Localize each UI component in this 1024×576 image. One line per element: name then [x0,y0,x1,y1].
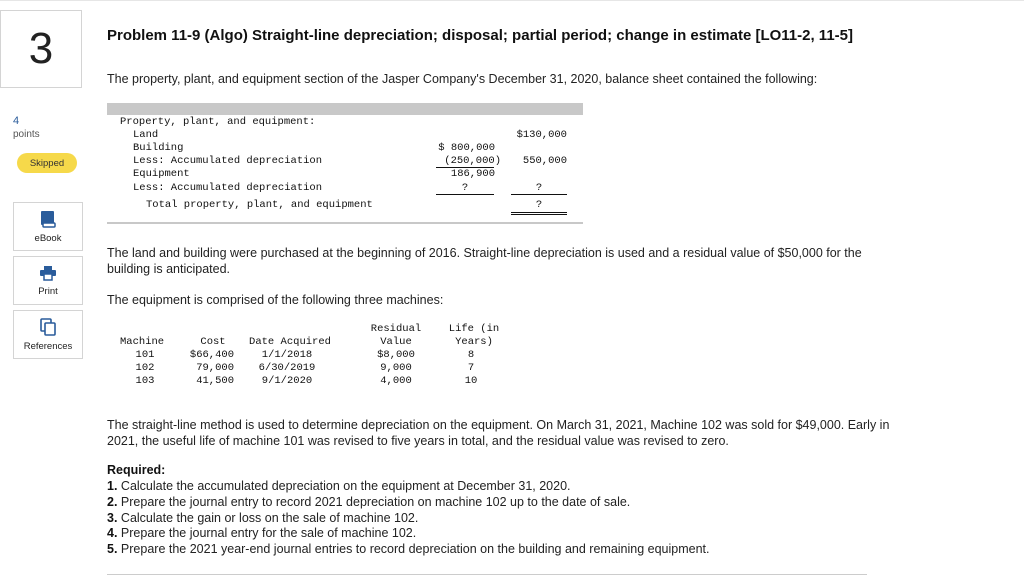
bs-less-ad2-label: Less: Accumulated depreciation [133,182,323,194]
bs-less-ad1-amount: (250,000) [444,155,501,167]
th-cost: Cost [200,336,226,348]
bs-total-amount: ? [535,199,543,211]
land-building-text: The land and building were purchased at the beginning of 2016. Straight-line depreciation is used and a residual value of $50,000 for the building is anticipated. [107,246,862,276]
balance-sheet-header-bar [107,103,583,115]
balance-sheet-bottom-bar [107,222,583,224]
equipment-intro-text: The equipment is comprised of the following three machines: [107,293,444,307]
top-divider [0,0,1024,1]
table-row-machine: 102 [135,362,155,374]
table-row-machine: 103 [135,375,155,387]
table-row-residual: 4,000 [380,375,412,387]
required-item-3 [107,511,418,525]
table-row-life: 10 [464,375,478,387]
required-text: Prepare the journal entry to record 2021 depreciation on machine 102 up to the date of sale. [120,495,631,509]
table-row-date: 1/1/2018 [261,349,313,361]
required-num: 1. [107,479,118,493]
required-heading: Required: [107,463,166,477]
question-number: 3 [0,10,82,88]
th-residual-2: Value [380,336,412,348]
required-num: 2. [107,495,118,509]
bs-equipment-net: ? [535,182,543,194]
table-row-cost: $66,400 [189,349,234,361]
references-button[interactable] [13,310,83,359]
table-row-life: 7 [467,362,475,374]
print-button[interactable] [13,256,83,305]
required-text: Prepare the journal entry for the sale of machine 102. [120,526,417,540]
problem-title: Problem 11-9 (Algo) Straight-line depreciation; disposal; partial period; change in estimate [LO11-2, 11-5] [107,27,853,44]
ebook-label: eBook [34,232,62,244]
ebook-icon [40,210,56,228]
required-item-4 [107,526,416,540]
bs-heading: Property, plant, and equipment: [120,116,316,128]
table-row-cost: 41,500 [196,375,234,387]
th-life-1: Life (in [448,323,500,335]
status-badge: Skipped [17,153,77,173]
required-text: Prepare the 2021 year-end journal entries to record depreciation on the building and remaining equipment. [120,542,710,556]
required-num: 4. [107,526,118,540]
th-life-2: Years) [455,336,493,348]
required-text: Calculate the gain or loss on the sale of machine 102. [120,511,419,525]
bs-equipment-amount: 186,900 [450,168,495,180]
required-text: Calculate the accumulated depreciation on the equipment at December 31, 2020. [120,479,571,493]
method-text: The straight-line method is used to determine depreciation on the equipment. On March 31, 2021, Machine 102 was sold for $49,000. Early in 2021, the useful life of machine 101 was revised to five years in total, and the residual value was revised to zero. [107,418,890,448]
intro-text: The property, plant, and equipment section of the Jasper Company's December 31, 2020, balance sheet contained the following: [107,72,818,86]
table-row-date: 6/30/2019 [258,362,316,374]
bs-building-label: Building [133,142,184,154]
points-label: points [13,129,40,140]
bs-land-label: Land [133,129,159,141]
th-residual-1: Residual [370,323,422,335]
required-item-2 [107,495,630,509]
th-machine: Machine [120,336,165,348]
references-label: References [23,340,73,352]
table-row-life: 8 [467,349,475,361]
table-row-residual: $8,000 [377,349,415,361]
bs-underline-2 [436,194,494,195]
points-value: 4 [13,115,20,127]
bs-total-label: Total property, plant, and equipment [146,199,373,211]
references-icon [40,318,56,336]
bs-underline-3 [511,194,567,195]
table-row-residual: 9,000 [380,362,412,374]
bs-double-underline-b [511,214,567,215]
table-row-date: 9/1/2020 [261,375,313,387]
bs-land-total: $130,000 [516,129,567,141]
required-num: 3. [107,511,118,525]
table-row-machine: 101 [135,349,155,361]
required-item-1 [107,479,571,493]
bs-less-ad1-label: Less: Accumulated depreciation [133,155,323,167]
table-row-cost: 79,000 [196,362,234,374]
bs-building-net: 550,000 [522,155,567,167]
bs-double-underline-a [511,212,567,213]
bs-less-ad2-amount: ? [461,182,469,194]
bs-equipment-label: Equipment [133,168,190,180]
bs-building-amount: $ 800,000 [438,142,495,154]
required-item-5 [107,542,710,556]
bottom-divider [107,574,867,575]
th-date: Date Acquired [249,336,331,348]
print-icon [39,265,57,281]
print-label: Print [38,285,58,297]
ebook-button[interactable] [13,202,83,251]
required-num: 5. [107,542,118,556]
